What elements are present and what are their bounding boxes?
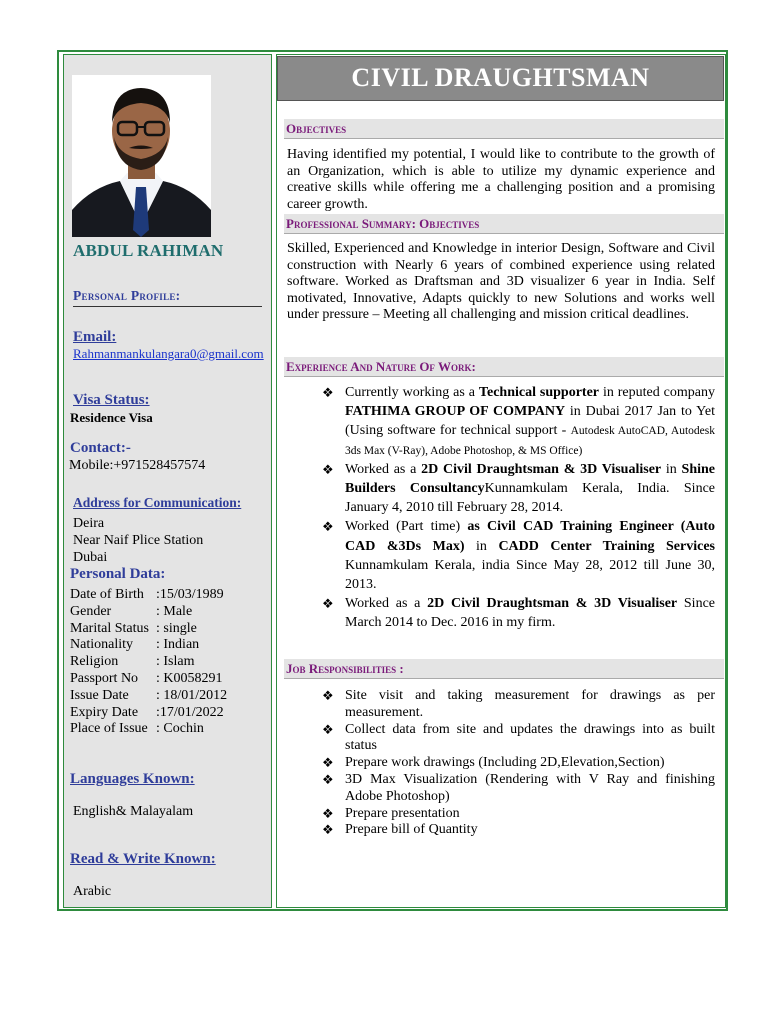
responsibility-item: ❖ Prepare bill of Quantity	[322, 822, 478, 838]
languages-label: Languages Known:	[70, 771, 195, 787]
personal-data-row: Religion : Islam	[70, 654, 195, 670]
experience-item: ❖ Currently working as a Technical supporter in reputed company FATHIMA GROUP OF COMPANY in Dubai 2017 Jan to Yet (Using software for technical support - Autodesk AutoCAD, Autodesk 3ds Max (V-Ray), Adobe Photoshop, & MS Office)	[322, 385, 715, 457]
diamond-bullet-icon: ❖	[322, 385, 334, 400]
personal-data-label: Personal Data:	[70, 566, 166, 582]
personal-profile-divider	[73, 306, 262, 307]
responsibility-item: ❖ 3D Max Visualization (Rendering with V Ray and finishing Adobe Photoshop)	[322, 771, 715, 804]
personal-data-row: Issue Date : 18/01/2012	[70, 687, 228, 703]
email-link[interactable]: Rahmanmankulangara0@gmail.com	[73, 346, 264, 361]
experience-heading: Experience And Nature Of Work:	[284, 357, 724, 377]
visa-label: Visa Status:	[73, 392, 150, 408]
personal-data-row: Gender : Male	[70, 603, 193, 619]
read-write-label: Read & Write Known:	[70, 851, 216, 867]
diamond-bullet-icon: ❖	[322, 771, 334, 787]
summary-heading: Professional Summary: Objectives	[284, 214, 724, 234]
responsibility-item: ❖ Site visit and taking measurement for drawings as per measurement.	[322, 688, 715, 720]
profile-photo	[72, 75, 211, 237]
responsibility-item: ❖ Prepare work drawings (Including 2D,Elevation,Section)	[322, 755, 665, 771]
address-label: Address for Communication:	[73, 495, 242, 510]
mobile-number: Mobile:+971528457574	[69, 458, 206, 473]
diamond-bullet-icon: ❖	[322, 461, 334, 477]
experience-item: ❖ Worked as a 2D Civil Draughtsman & 3D Visualiser Since March 2014 to Dec. 2016 in my firm.	[322, 596, 715, 631]
diamond-bullet-icon: ❖	[322, 688, 334, 703]
summary-text: Skilled, Experienced and Knowledge in interior Design, Software and Civil construction with Nearly 6 years of combined experience using related software. Worked as Draftsman and 3D visualizer 6 year in India. Self motivated, Innovative, Adapts quickly to new Solutions and works well under pressure – Meeting all challenging and mission critical deadlines.	[287, 241, 715, 323]
diamond-bullet-icon: ❖	[322, 805, 334, 821]
personal-data-row: Expiry Date :17/01/2022	[70, 704, 224, 720]
languages-value: English& Malayalam	[73, 804, 194, 819]
address-block	[73, 515, 203, 566]
personal-profile-heading: Personal Profile:	[73, 288, 181, 303]
email-label: Email:	[73, 329, 117, 345]
personal-data-row: Nationality : Indian	[70, 637, 200, 653]
personal-data-row: Date of Birth :15/03/1989	[70, 587, 224, 602]
diamond-bullet-icon: ❖	[322, 721, 334, 737]
address-line: Deira	[73, 516, 105, 531]
experience-list	[322, 383, 715, 633]
responsibilities-heading: Job Responsibilities :	[284, 659, 724, 679]
job-title-banner: CIVIL DRAUGHTSMAN	[277, 56, 724, 101]
experience-item: ❖ Worked as a 2D Civil Draughtsman & 3D Visualiser in Shine Builders ConsultancyKunnamkulam Kerala, India. Since January 4, 2010 till February 28, 2014.	[322, 461, 715, 516]
address-line: Near Naif Plice Station	[73, 533, 204, 548]
personal-data-row: Marital Status : single	[70, 620, 197, 636]
responsibility-item: ❖ Collect data from site and updates the drawings into as built status	[322, 721, 715, 754]
diamond-bullet-icon: ❖	[322, 596, 334, 612]
diamond-bullet-icon: ❖	[322, 519, 334, 535]
visa-status: Residence Visa	[70, 410, 153, 425]
personal-data-row: Place of Issue : Cochin	[70, 721, 204, 737]
objectives-text: Having identified my potential, I would like to contribute to the growth of an Organization, which is able to utilize my dynamic experience and creative skills while offering me a challenging position and a promising career growth.	[287, 147, 715, 212]
address-line: Dubai	[73, 550, 108, 565]
responsibility-item: ❖ Prepare presentation	[322, 805, 460, 821]
candidate-name: ABDUL RAHIMAN	[73, 241, 224, 260]
diamond-bullet-icon: ❖	[322, 822, 334, 838]
experience-item: ❖ Worked (Part time) as Civil CAD Training Engineer (Auto CAD &3Ds Max) in CADD Center Training Services Kunnamkulam Kerala, india Since May 28, 2012 till June 30, 2013.	[322, 519, 715, 593]
responsibilities-list	[322, 688, 715, 839]
diamond-bullet-icon: ❖	[322, 755, 334, 771]
personal-data-list	[70, 587, 270, 738]
objectives-heading: Objectives	[284, 119, 724, 139]
personal-data-row: Passport No : K0058291	[70, 670, 223, 686]
contact-label: Contact:-	[70, 440, 131, 456]
read-write-value: Arabic	[73, 884, 112, 899]
